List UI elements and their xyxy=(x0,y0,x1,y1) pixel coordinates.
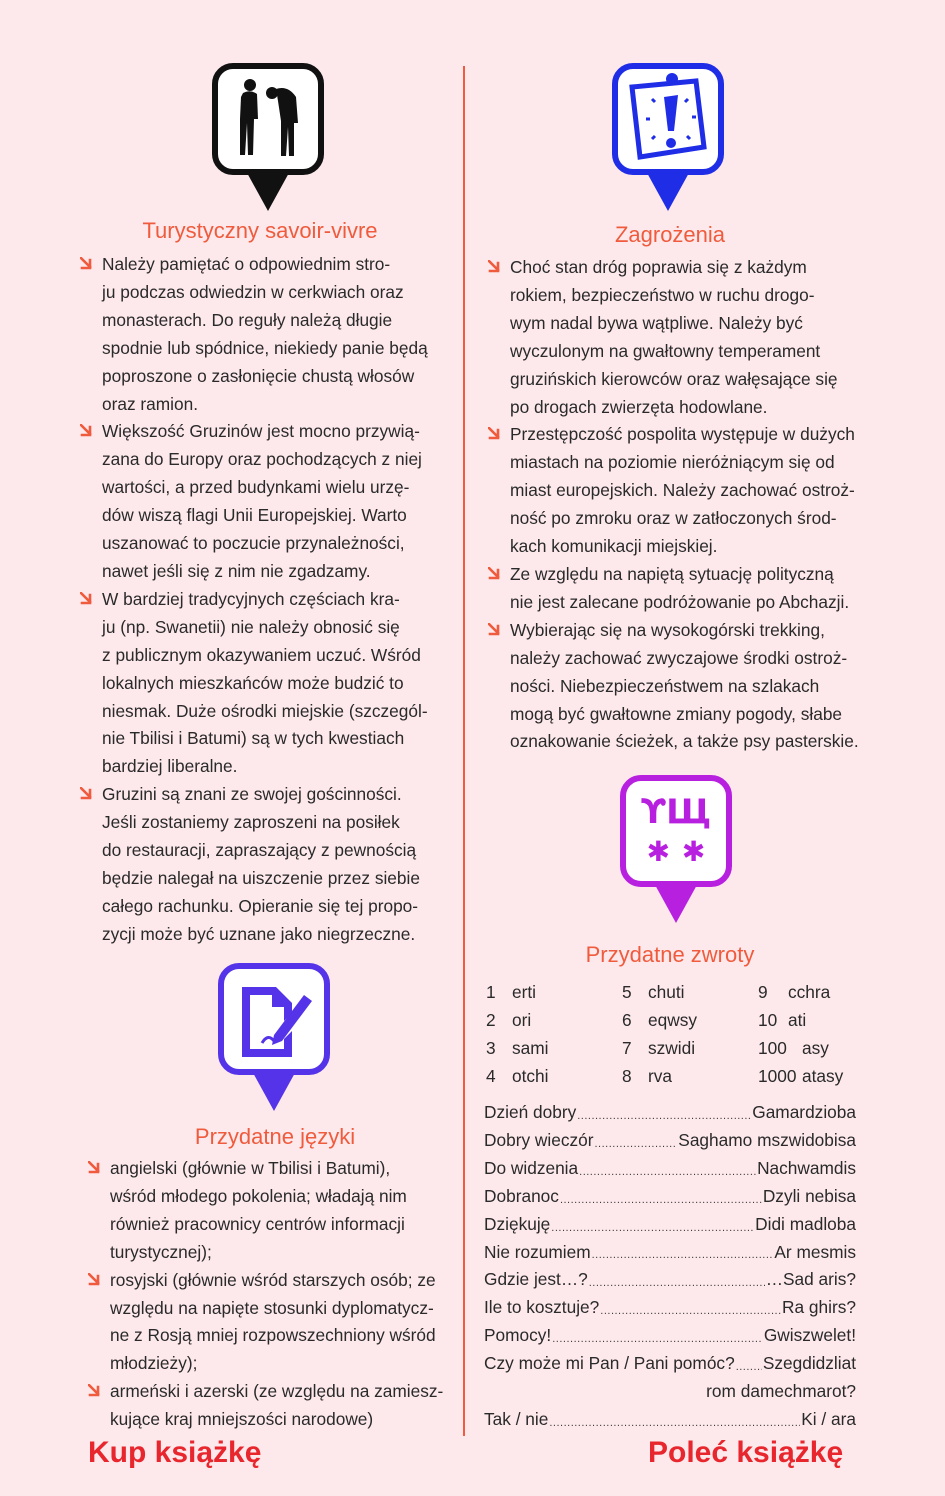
bullet-arrow-icon xyxy=(88,1273,101,1287)
bullet-line: poproszone o zasłonięcie chustą włosów xyxy=(102,365,415,386)
phrases-heading: Przydatne zwroty xyxy=(585,942,755,967)
bullet-line: całego rachunku. Opieranie się tej propo- xyxy=(102,895,419,916)
number-entry xyxy=(622,1034,695,1062)
bullet-arrow-icon xyxy=(488,623,501,637)
phrases-pin-icon xyxy=(620,775,732,925)
bullet-line: turystycznej); xyxy=(110,1241,212,1262)
number-word: asy xyxy=(802,1038,829,1058)
bullet-line: będzie nalegał na uiszczenie przez siebie xyxy=(102,867,420,888)
phrase-georgian: Didi madloba xyxy=(755,1213,856,1234)
threats-list xyxy=(488,254,868,756)
bullet-item xyxy=(488,617,868,757)
phrase-georgian: Gwiszwelet! xyxy=(763,1325,856,1346)
phrase-georgian: Szegdidzliat xyxy=(762,1353,856,1374)
number-digit: 4 xyxy=(486,1066,496,1086)
number-digit: 8 xyxy=(622,1066,632,1086)
number-entry xyxy=(758,1062,843,1090)
bullet-line: rosyjski (głównie wśród starszych osób; ze xyxy=(110,1269,436,1290)
bullet-line: Gruzini są znani ze swojej gościnności. xyxy=(102,784,402,805)
phrase-row xyxy=(484,1406,856,1434)
number-entry xyxy=(758,1006,806,1034)
number-digit: 7 xyxy=(622,1038,632,1058)
leader-dots xyxy=(552,1334,763,1344)
bullet-line: kujące kraj mniejszości narodowe) xyxy=(110,1409,374,1430)
shcha-glyph: Щ xyxy=(666,792,712,832)
bullet-arrow-icon xyxy=(488,260,501,274)
bullet-line: również pracownicy centrów informacji xyxy=(110,1213,405,1234)
bullet-line: wyczulonym na gwałtowny temperament xyxy=(510,340,821,361)
phrase-georgian: Saghamo mszwidobisa xyxy=(678,1129,856,1150)
bullet-item xyxy=(80,586,450,781)
savoir-vivre-list xyxy=(80,251,450,949)
number-digit: 5 xyxy=(622,982,632,1002)
phrase-polish: Dobry wieczór xyxy=(484,1129,594,1150)
bullet-line: mogą być gwałtowne zmiany pogody, słabe xyxy=(510,703,843,724)
number-word: ori xyxy=(512,1010,532,1030)
languages-pin-icon xyxy=(218,963,330,1113)
number-word: cchra xyxy=(788,982,831,1002)
phrase-georgian: …Sad aris? xyxy=(765,1269,856,1290)
bullet-item xyxy=(88,1155,458,1267)
phrase-polish: Pomocy! xyxy=(484,1325,552,1346)
bullet-line: względu na napięte stosunki dyplomatycz- xyxy=(110,1297,434,1318)
phrase-row xyxy=(484,1239,856,1267)
bullet-arrow-icon xyxy=(88,1384,101,1398)
leader-dots xyxy=(736,1362,762,1372)
bullet-arrow-icon xyxy=(80,257,93,271)
bullet-line: zana do Europy oraz pochodzących z niej xyxy=(102,449,422,470)
bullet-line: Jeśli zostaniemy zaproszeni na posiłek xyxy=(102,812,400,833)
bullet-arrow-icon xyxy=(80,424,93,438)
bullet-line: ności. Niebezpieczeństwem na szlakach xyxy=(510,675,820,696)
bullet-line: oznakowanie ścieżek, a także psy pasterskie. xyxy=(510,731,859,752)
number-word: eqwsy xyxy=(648,1010,697,1030)
number-word: sami xyxy=(512,1038,549,1058)
bullet-line: Wybierając się na wysokogórski trekking, xyxy=(510,619,825,640)
number-digit: 6 xyxy=(622,1010,632,1030)
bullet-line: spodnie lub spódnice, niekiedy panie będą xyxy=(102,337,428,358)
leader-dots xyxy=(560,1195,762,1205)
bullet-line: dów wiszą flagi Unii Europejskiej. Warto xyxy=(102,505,407,526)
bullet-line: oraz ramion. xyxy=(102,393,199,414)
phrase-row xyxy=(484,1127,856,1155)
bullet-arrow-icon xyxy=(488,427,501,441)
bullet-line: Przestępczość pospolita występuje w dużych xyxy=(510,424,855,445)
bullet-item xyxy=(80,251,450,418)
number-entry xyxy=(622,1006,697,1034)
bullet-line: Większość Gruzinów jest mocno przywią- xyxy=(102,421,420,442)
bullet-line: gruzińskich kierowców oraz wałęsające się xyxy=(510,368,838,389)
bullet-line: uszanować to poczucie przynależności, xyxy=(102,533,405,554)
bullet-line: lokalnych mieszkańców może budzić to xyxy=(102,672,404,693)
bullet-line: należy zachować zwyczajowe środki ostroż- xyxy=(510,647,848,668)
phrase-polish: Gdzie jest…? xyxy=(484,1269,588,1290)
bullet-line: do restauracji, zapraszający z pewnością xyxy=(102,840,417,861)
leader-dots xyxy=(600,1306,781,1316)
bullet-line: po drogach zwierzęta hodowlane. xyxy=(510,396,768,417)
bullet-line: ność po zmroku oraz w zatłoczonych środ- xyxy=(510,508,837,529)
bullet-line: miast europejskich. Należy zachować ostroż- xyxy=(510,480,855,501)
leader-dots xyxy=(551,1223,754,1233)
bullet-arrow-icon xyxy=(80,787,93,801)
bullet-line: ju podczas odwiedzin w cerkwiach oraz xyxy=(102,281,404,302)
bullet-line: wym nadal bywa wątpliwe. Należy być xyxy=(510,312,803,333)
number-word: rva xyxy=(648,1066,673,1086)
number-entry xyxy=(758,978,830,1006)
leader-dots xyxy=(594,1139,677,1149)
number-word: otchi xyxy=(512,1066,549,1086)
phrase-georgian: Ra ghirs? xyxy=(782,1297,856,1318)
number-digit: 1000 xyxy=(758,1066,797,1086)
phrase-row xyxy=(484,1211,856,1239)
bullet-line: bardziej liberalne. xyxy=(102,756,238,777)
number-digit: 3 xyxy=(486,1038,496,1058)
number-entry xyxy=(622,1062,672,1090)
bullet-arrow-icon xyxy=(488,567,501,581)
languages-heading: Przydatne języki xyxy=(194,1124,356,1149)
buy-book-link[interactable]: Kup książkę xyxy=(88,1436,262,1469)
number-entry xyxy=(486,1062,549,1090)
languages-list xyxy=(88,1155,458,1434)
leader-dots xyxy=(579,1167,756,1177)
number-entry xyxy=(486,1006,531,1034)
bullet-line: armeński i azerski (ze względu na zamiesz- xyxy=(110,1381,444,1402)
bullet-item xyxy=(88,1267,458,1379)
phrase-georgian-continued: rom damechmarot? xyxy=(706,1381,856,1402)
phrase-georgian: Ar mesmis xyxy=(774,1241,856,1262)
bullet-line: miastach na poziomie nieróżniącym się od xyxy=(510,452,835,473)
bullet-item xyxy=(80,781,450,948)
phrase-georgian: Nachwamdis xyxy=(757,1157,856,1178)
bullet-item xyxy=(488,561,868,617)
leader-dots xyxy=(577,1111,751,1121)
number-digit: 9 xyxy=(758,982,768,1002)
bullet-line: nawet jeśli się z nim nie zgadzamy. xyxy=(102,560,371,581)
phrase-row xyxy=(484,1294,856,1322)
number-word: chuti xyxy=(648,982,685,1002)
phrase-georgian: Gamardzioba xyxy=(752,1102,856,1122)
bullet-line: nie Tbilisi i Batumi) są w tych kwestiach xyxy=(102,728,405,749)
bullet-item xyxy=(88,1378,458,1434)
bullet-line: ne z Rosją mniej rozpowszechniony wśród xyxy=(110,1325,436,1346)
phrase-georgian: Ki / ara xyxy=(801,1408,856,1429)
bullet-line: rokiem, bezpieczeństwo w ruchu drogo- xyxy=(510,284,815,305)
bullet-item xyxy=(80,418,450,585)
bullet-arrow-icon xyxy=(80,592,93,606)
bullet-item xyxy=(488,254,868,421)
phrase-polish: Do widzenia xyxy=(484,1157,579,1178)
number-entry xyxy=(622,978,685,1006)
number-digit: 1 xyxy=(486,982,496,1002)
phrase-polish: Czy może mi Pan / Pani pomóc? xyxy=(484,1353,735,1374)
phrase-row xyxy=(484,1266,856,1294)
leader-dots xyxy=(549,1418,800,1428)
number-word: erti xyxy=(512,982,537,1002)
bullet-line: Ze względu na napiętą sytuację polityczną xyxy=(510,563,834,584)
bullet-line: kach komunikacji miejskiej. xyxy=(510,536,718,557)
number-entry xyxy=(486,1034,549,1062)
bullet-arrow-icon xyxy=(88,1161,101,1175)
bullet-line: monasterach. Do reguły należą długie xyxy=(102,309,393,330)
phrase-row xyxy=(484,1099,856,1127)
phrase-row xyxy=(484,1322,856,1350)
bullet-item xyxy=(488,421,868,561)
leader-dots xyxy=(592,1250,774,1260)
bullet-line: zycji może być uznane jako niegrzeczne. xyxy=(102,923,416,944)
number-word: szwidi xyxy=(648,1038,696,1058)
phrase-polish: Dobranoc xyxy=(484,1185,559,1206)
bullet-line: ju (np. Swanetii) nie należy obnosić się xyxy=(102,616,400,637)
bullet-line: niesmak. Duże ośrodki miejskie (szczegól- xyxy=(102,700,428,721)
phrase-georgian: Dzyli nebisa xyxy=(762,1185,856,1206)
recommend-book-link[interactable]: Poleć książkę xyxy=(648,1436,844,1469)
bullet-line: wartości, a przed budynkami wielu urzę- xyxy=(102,477,410,498)
leader-dots xyxy=(589,1278,765,1288)
asterisk-glyph: ✱ xyxy=(681,835,706,868)
phrase-row xyxy=(484,1155,856,1183)
bullet-line: Należy pamiętać o odpowiednim stro- xyxy=(102,254,391,274)
bullet-line: młodzieży); xyxy=(110,1353,198,1374)
number-entry xyxy=(486,978,536,1006)
phrase-row xyxy=(484,1183,856,1211)
bullet-line: nie jest zalecane podróżowanie po Abchazji. xyxy=(510,591,850,612)
phrase-row xyxy=(484,1350,856,1378)
phrase-polish: Nie rozumiem xyxy=(484,1241,591,1262)
bullet-line: W bardziej tradycyjnych częściach kra- xyxy=(102,588,400,609)
number-digit: 2 xyxy=(486,1010,496,1030)
column-divider xyxy=(463,66,465,1436)
asterisk-glyph: ✱ xyxy=(646,835,671,868)
threats-pin-icon xyxy=(612,63,724,213)
number-word: ati xyxy=(788,1010,807,1030)
number-digit: 100 xyxy=(758,1038,787,1058)
threats-heading: Zagrożenia xyxy=(614,222,726,247)
bullet-line: angielski (głównie w Tbilisi i Batumi), xyxy=(110,1158,391,1178)
phrases-list xyxy=(484,1099,856,1434)
number-digit: 10 xyxy=(758,1010,778,1030)
phrase-polish: Ile to kosztuje? xyxy=(484,1297,600,1318)
bullet-line: Choć stan dróg poprawia się z każdym xyxy=(510,257,807,277)
bullet-line: wśród młodego pokolenia; władają nim xyxy=(110,1185,407,1206)
bullet-line: z publicznym okazywaniem uczuć. Wśród xyxy=(102,644,421,665)
savoir-vivre-heading: Turystyczny savoir-vivre xyxy=(142,218,378,243)
number-word: atasy xyxy=(802,1066,844,1086)
phrase-polish: Dziękuję xyxy=(484,1213,551,1234)
upsilon-glyph: ϒ xyxy=(640,792,667,832)
phrase-polish: Dzień dobry xyxy=(484,1102,577,1122)
savoir-vivre-pin-icon xyxy=(212,63,324,213)
phrase-polish: Tak / nie xyxy=(484,1408,549,1429)
number-entry xyxy=(758,1034,829,1062)
